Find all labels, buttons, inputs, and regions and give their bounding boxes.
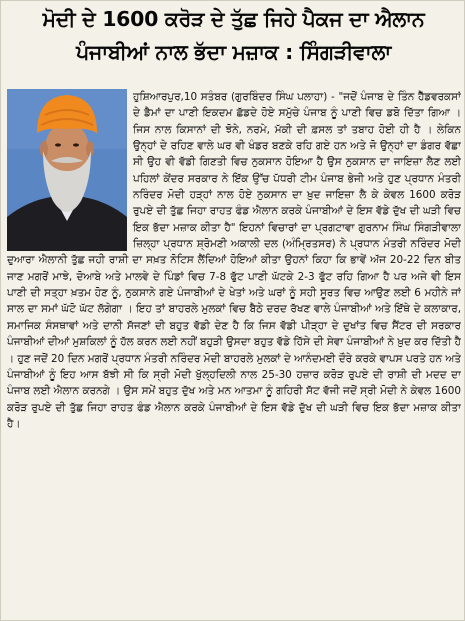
article-body [7,89,461,615]
headline-line-1: ਮੋਦੀ ਦੇ 1600 ਕਰੋੜ ਦੇ ਤੁੱਛ ਜਿਹੇ ਪੈਕਜ ਦਾ ਐਲਾਨ [42,7,425,31]
article-body-text: ਹੁਸ਼ਿਆਰਪੁਰ,10 ਸਤੰਬਰ (ਗੁਰਬਿੰਦਰ ਸਿੰਘ ਪਲਾਹਾ) - "ਜਦੋਂ ਪੰਜਾਬ ਦੇ ਤਿੰਨ ਹੈੱਡਵਰਕਸਾਂ ਦੇ ਡੈਮਾਂ ਦਾ ਪਾਣੀ ਇਕਦਮ ਛੱਡਦੇ ਹੋਏ ਸਮੁੱਚੇ ਪੰਜਾਬ ਨੂੰ ਪਾਣੀ ਵਿਚ ਡਬੋ ਦਿੱਤਾ ਗਿਆ । ਜਿਸ ਨਾਲ ਕਿਸਾਨਾਂ ਦੀ ਝੋਨੇ, ਨਰਮੇ, ਮੱਕੀ ਦੀ ਫ਼ਸਲ ਤਾਂ ਤਬਾਹ ਹੋਈ ਹੀ ਹੈ । ਲੇਕਿਨ ਉਨ੍ਹਾਂ ਦੇ ਰਹਿਣ ਵਾਲੇ ਘਰ ਵੀ ਖੰਡਰ ਬਣਕੇ ਰਹਿ ਗਏ ਹਨ ਅਤੇ ਜੋ ਉਨ੍ਹਾਂ ਦਾ ਡੰਗਰ ਵੱਛਾ ਸੀ ਉਹ ਵੀ ਵੱਡੀ ਗਿਣਤੀ ਵਿਚ ਨੁਕਸਾਨ ਹੋਇਆ ਹੈ ਉਸ ਨੁਕਸਾਨ ਦਾ ਜਾਇਜ਼ਾ ਲੈਣ ਲਈ ਪਹਿਲਾਂ ਕੇਂਦਰ ਸਰਕਾਰ ਨੇ ਇੱਕ ਉੱਚ ਪੱਧਰੀ ਟੀਮ ਪੰਜਾਬ ਭੇਜੀ ਅਤੇ ਹੁਣ ਪ੍ਰਧਾਨ ਮੰਤਰੀ ਨਰਿੰਦਰ ਮੋਦੀ ਹੜ੍ਹਾਂ ਨਾਲ ਹੋਏ ਨੁਕਸਾਨ ਦਾ ਖ਼ੁਦ ਜਾਇਜ਼ਾ ਲੈ ਕੇ ਕੇਵਲ 1600 ਕਰੋੜ ਰੁਪਏ ਦੀ ਤੁੱਛ ਜਿਹਾ ਰਾਹਤ ਫੰਡ ਐਲਾਨ ਕਰਕੇ ਪੰਜਾਬੀਆਂ ਦੇ ਇਸ ਵੱਡੇ ਦੁੱਖ ਦੀ ਘੜੀ ਵਿਚ ਇਕ ਭੱਦਾ ਮਜ਼ਾਕ ਕੀਤਾ ਹੈ" ਇਹਨਾਂ ਵਿਚਾਰਾਂ ਦਾ ਪ੍ਰਗਟਾਵਾ ਗੁਰਨਾਮ ਸਿੰਘ ਸਿੰਗੜੀਵਾਲਾ ਜ਼ਿਲ੍ਹਾ ਪ੍ਰਧਾਨ ਸ਼੍ਰੋਮਣੀ ਅਕਾਲੀ ਦਲ (ਅੰਮ੍ਰਿਤਸਰ) ਨੇ ਪ੍ਰਧਾਨ ਮੰਤਰੀ ਨਰਿੰਦਰ ਮੋਦੀ ਦੁਆਰਾ ਐਲਾਨੀ ਤੁੱਛ ਜਹੀ ਰਾਸ਼ੀ ਦਾ ਸਖ਼ਤ ਨੋਟਿਸ ਲੈਂਦਿਆਂ ਹੋਇਆਂ ਕੀਤਾ ਉਹਨਾਂ ਕਿਹਾ ਕਿ ਭਾਵੇਂ ਅੱਜ 20-22 ਦਿਨ ਬੀਤ ਜਾਣ ਮਗਰੋਂ ਮਾਝੇ, ਦੋਆਬੇ ਅਤੇ ਮਾਲਵੇ ਦੇ ਪਿੰਡਾਂ ਵਿਚ 7-8 ਫੁੱਟ ਪਾਣੀ ਘੱਟਕੇ 2-3 ਫੁੱਟ ਰਹਿ ਗਿਆ ਹੈ ਪਰ ਅਜੇ ਵੀ ਇਸ ਪਾਣੀ ਦੀ ਸਤ੍ਹਾ ਖ਼ਤਮ ਹੋਣ ਨੂੰ, ਨੁਕਸਾਨੇ ਗਏ ਪੰਜਾਬੀਆਂ ਦੇ ਖੇਤਾਂ ਅਤੇ ਘਰਾਂ ਨੂੰ ਸਹੀ ਸੂਰਤ ਵਿਚ ਆਉਣ ਲਈ 6 ਮਹੀਨੇ ਜਾਂ ਸਾਲ ਦਾ ਸਮਾਂ ਘੱਟੋ ਘੱਟ ਲੱਗੇਗਾ । ਇਹ ਤਾਂ ਬਾਹਰਲੇ ਮੁਲਕਾਂ ਵਿਚ ਬੈਠੇ ਦਰਦ ਰੱਖਣ ਵਾਲੇ ਪੰਜਾਬੀਆਂ ਅਤੇ ਇੱਥੇ ਦੇ ਕਲਾਕਾਰ, ਸਮਾਜਿਕ ਸੰਸਥਾਵਾਂ ਅਤੇ ਦਾਨੀ ਸੱਜਣਾਂ ਦੀ ਬਹੁਤ ਵੱਡੀ ਦੇਣ ਹੈ ਕਿ ਜਿਸ ਵੱਡੀ ਪੀੜ੍ਹਾ ਦੇ ਦੁਖਾਂਤ ਵਿਚ ਸੈਂਟਰ ਦੀ ਸਰਕਾਰ ਪੰਜਾਬੀਆਂ ਦੀਆਂ ਮੁਸ਼ਕਿਲਾਂ ਨੂੰ ਹੱਲ ਕਰਨ ਲਈ ਨਹੀਂ ਬਹੁੜੀ ਉਸਦਾ ਬਹੁਤ ਵੱਡੇ ਹਿੱਸੇ ਦੀ ਸੇਵਾ ਪੰਜਾਬੀਆਂ ਨੇ ਖ਼ੁਦ ਕਰ ਦਿੱਤੀ ਹੈ । ਹੁਣ ਜਦੋਂ 20 ਦਿਨ ਮਗਰੋਂ ਪ੍ਰਧਾਨ ਮੰਤਰੀ ਨਰਿੰਦਰ ਮੋਦੀ ਬਾਹਰਲੇ ਮੁਲਕਾਂ ਦੇ ਆਨੰਦਮਈ ਦੌਰੇ ਕਰਕੇ ਵਾਪਸ ਪਰਤੇ ਹਨ ਅਤੇ ਪੰਜਾਬੀਆਂ ਨੂੰ ਇਹ ਆਸ ਬੱਝੀ ਸੀ ਕਿ ਸ੍ਰੀ ਮੋਦੀ ਖੁੱਲ੍ਹਦਿਲੀ ਨਾਲ 25-30 ਹਜ਼ਾਰ ਕਰੋੜ ਰੁਪਏ ਦੀ ਰਾਸ਼ੀ ਦੀ ਮਦਦ ਦਾ ਪੰਜਾਬ ਲਈ ਐਲਾਨ ਕਰਨਗੇ । ਉਸ ਸਮੇਂ ਬਹੁਤ ਦੁੱਖ ਅਤੇ ਮਨ ਆਤਮਾ ਨੂੰ ਗਹਿਰੀ ਸੱਟ ਵੱਜੀ ਜਦੋਂ ਸ੍ਰੀ ਮੋਦੀ ਨੇ ਕੇਵਲ 1600 ਕਰੋੜ ਰੁਪਏ ਦੀ ਤੁੱਛ ਜਿਹਾ ਰਾਹਤ ਫੰਡ ਐਲਾਨ ਕਰਕੇ ਪੰਜਾਬੀਆਂ ਦੇ ਇਸ ਵੱਡੇ ਦੁੱਖ ਦੀ ਘੜੀ ਵਿਚ ਇਕ ਭੱਦਾ ਮਜ਼ਾਕ ਕੀਤਾ ਹੈ। [7,91,461,430]
headline-line-2: ਪੰਜਾਬੀਆਂ ਨਾਲ ਭੱਦਾ ਮਜ਼ਾਕ : ਸਿੰਗੜੀਵਾਲਾ [76,40,391,64]
article-headline [7,3,460,69]
